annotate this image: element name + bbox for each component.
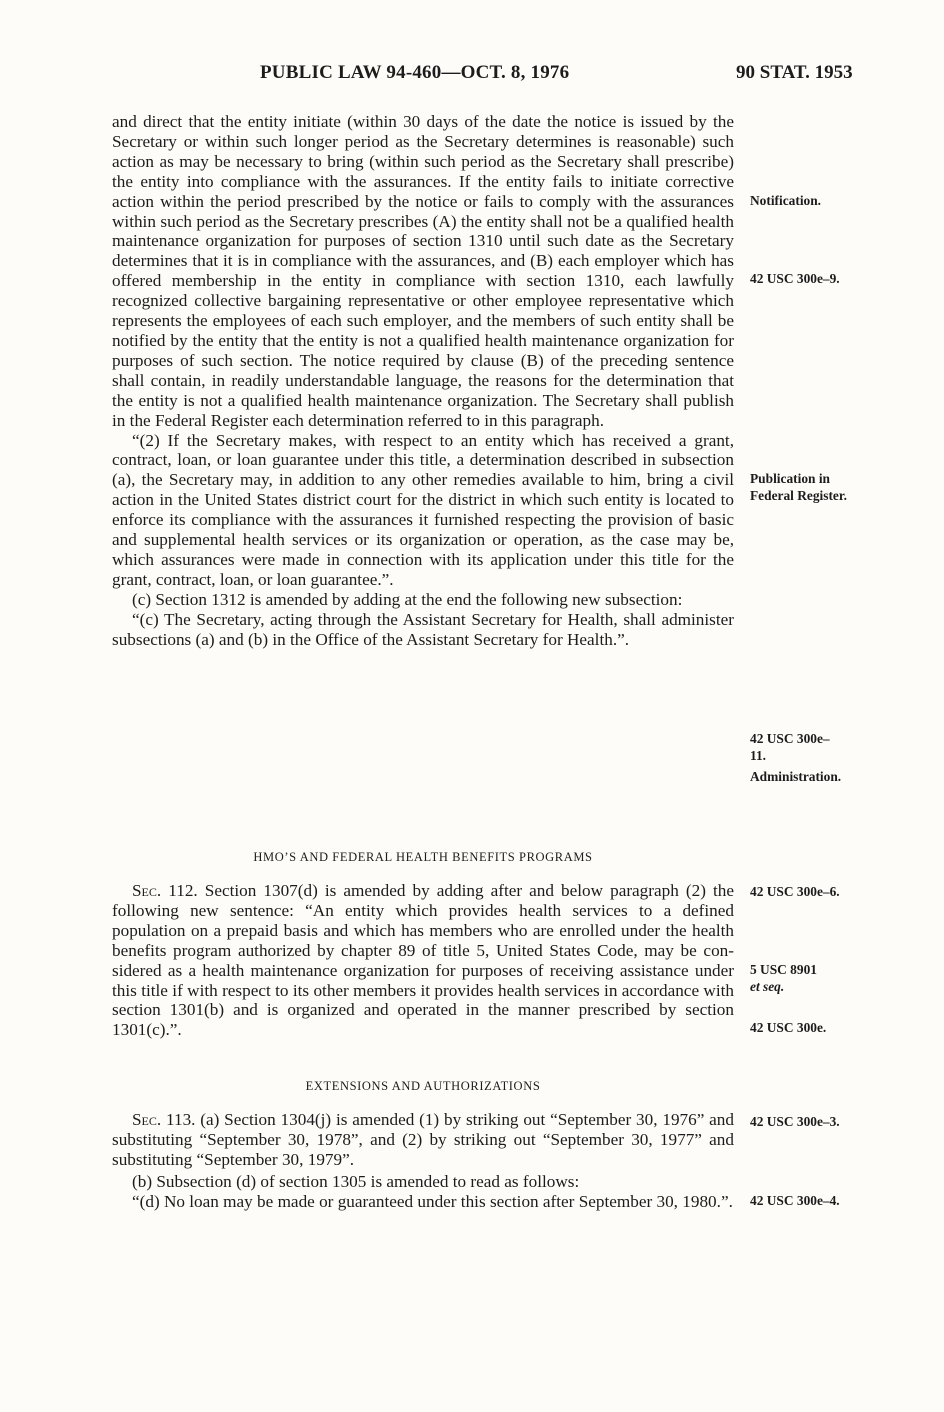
margin-note-5usc8901	[750, 961, 930, 995]
margin-note-42usc300e4: 42 USC 300e–4.	[750, 1193, 840, 1208]
margin-note-publication	[750, 470, 930, 504]
margin-note-42usc300e: 42 USC 300e.	[750, 1020, 827, 1035]
section-113	[112, 1110, 734, 1212]
margin-note-42usc300e11-line1: 42 USC 300e–	[750, 731, 830, 746]
paragraph-subsection-c-text: “(c) The Secretary, acting through the Assistant Secretary for Health, shall administer subsections (a) and (b) in the Office of the Assistant Secretary for Health.”.	[112, 609, 734, 649]
margin-note-42usc300e3: 42 USC 300e–3.	[750, 1114, 840, 1129]
section-113-b: (b) Subsection (d) of section 1305 is amended to read as follows:	[132, 1171, 580, 1191]
section-heading-extensions: EXTENSIONS AND AUTHORIZATIONS	[305, 1079, 541, 1093]
section-112-text: 112. Section 1307(d) is amended by adding after and below paragraph (2) the following new sentence: “An entity which provides health services to a defined population on a prepaid basis and which has members who are enrolled under the health benefits program authorized by chapter 89 of title 5, United States Code, may be considered as a health maintenance organization for purposes of receiving assistance under this title if with respect to its other members it provides health services in accordance with section 1301(b) and is organized and operated in the manner prescribed by section 1301(c).”.	[112, 881, 734, 1040]
margin-note-notification: Notification.	[750, 193, 822, 208]
margin-note-42usc300e11-line2: 11.	[750, 748, 766, 763]
page-header-stat: 90 STAT. 1953	[736, 62, 853, 83]
paragraph-subsection-2: “(2) If the Secretary makes, with respect to an entity which has received a grant, contract, loan, or loan guarantee under this title, a determination described in subsection (a), the Secretary may, in addition to any other remedies available to him, bring a civil action in the United States district court for the district in which such entity is located to enforce its compliance with the assurances it furnished respecting the provision of basic and supplemental health services or its organization or operation, as the case may be, which assurances were made in connection with its application under this title for the grant, contract, loan, or loan guarantee.”.	[112, 430, 734, 589]
paragraph-subsection-c-intro: (c) Section 1312 is amended by adding at the end the following new subsection:	[132, 589, 683, 609]
section-113-d: “(d) No loan may be made or guaranteed under this section after September 30, 1980.”.	[132, 1191, 733, 1211]
margin-note-42usc300e9: 42 USC 300e–9.	[750, 271, 840, 286]
margin-note-42usc300e6: 42 USC 300e–6.	[750, 884, 840, 899]
margin-note-5usc8901-line1: 5 USC 8901	[750, 962, 817, 977]
paragraph-continuation: and direct that the entity initiate (within 30 days of the date the notice is issued by the Secretary or within such longer period as the Secretary determines is reasonable) such action as may be necessary to bring (within such period as the Secretary shall prescribe) the entity into compliance with the assurances. If the entity fails to initiate corrective action within the period prescribed by the notice or fails to comply with the assurances within such period as the Secretary prescribes (A) the entity shall not be a qualified health maintenance organization for purposes of section 1310 until such date as the Secretary determines that it is in compliance with the assurances, and (B) each employer which has offered membership in the entity in compliance with section 1310, each lawfully recognized collective bargaining representative or other employee representative which represents the employees of each such employer, and the members of such entity shall be notified by the entity that the entity is not a qualified health maintenance organization for purposes of such section. The notice required by clause (B) of the preceding sentence shall contain, in readily understandable language, the reasons for the determination that the entity is not a qualified health maintenance organization. The Secretary shall publish in the Federal Register each determination referred to in this paragraph.	[112, 112, 734, 430]
section-112	[112, 881, 734, 1040]
section-heading-hmo: HMO’S AND FEDERAL HEALTH BENEFITS PROGRAMS	[253, 850, 593, 864]
section-113-text: 113. (a) Section 1304(j) is amended (1) by striking out “September 30, 1976” and substituting “September 30, 1978”, and (2) by striking out “September 30, 1977” and substituting “September 30, 1979”.	[112, 1110, 734, 1169]
margin-note-et-seq: et seq.	[750, 979, 785, 994]
page-header-title: PUBLIC LAW 94-460—OCT. 8, 1976	[260, 62, 570, 83]
margin-note-publication-line2: Federal Register.	[750, 488, 847, 503]
main-body-text	[112, 112, 734, 649]
margin-note-administration: Administration.	[750, 769, 842, 784]
section-113-lead: Sec.	[132, 1110, 162, 1129]
margin-note-42usc300e11	[750, 730, 930, 764]
margin-note-publication-line1: Publication in	[750, 471, 830, 486]
section-112-lead: Sec.	[132, 881, 162, 900]
